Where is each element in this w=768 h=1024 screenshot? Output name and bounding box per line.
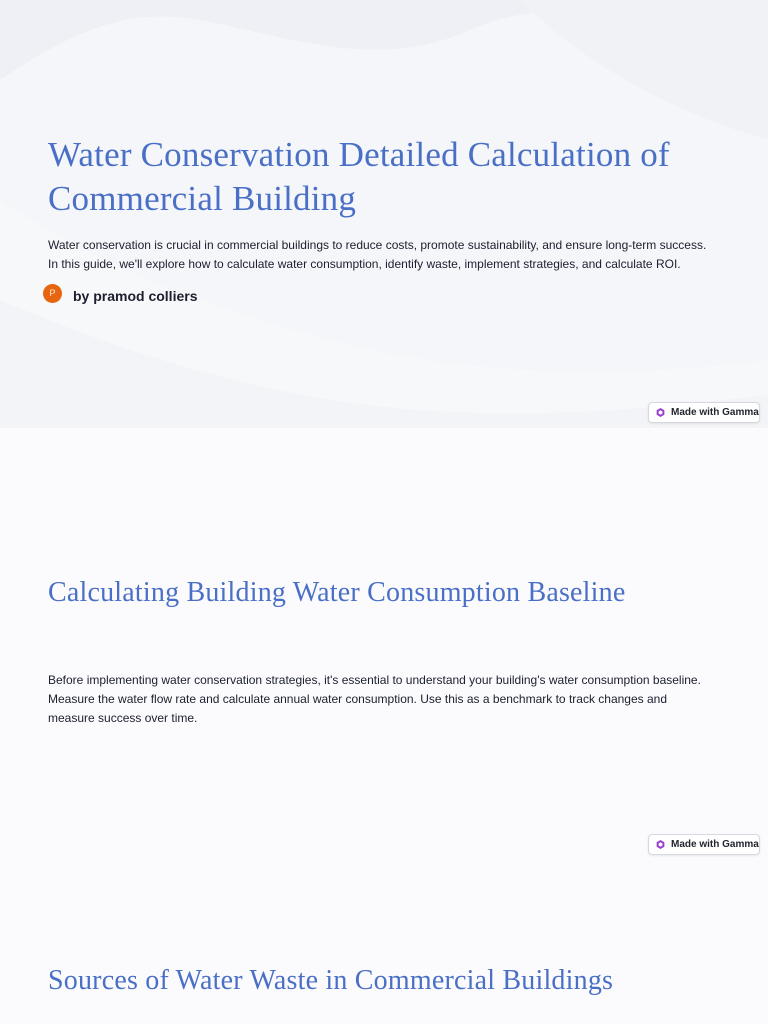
intro-paragraph: Water conservation is crucial in commercial buildings to reduce costs, promote sustainability, and ensure long-term success. In this guide, we'll explore how to calculate water consumption, identify waste, implement strategies, and calculate ROI. — [48, 238, 707, 271]
author-byline — [43, 282, 197, 304]
page-title: Water Conservation Detailed Calculation of Commercial Building — [48, 135, 670, 218]
gamma-logo-icon — [656, 840, 665, 849]
section-title: Calculating Building Water Consumption Baseline — [48, 577, 626, 608]
slide-title-card — [0, 0, 768, 428]
slide-water-waste-sources — [0, 864, 768, 1024]
avatar: P — [43, 284, 62, 303]
author-name: by pramod colliers — [73, 288, 198, 304]
section-title: Sources of Water Waste in Commercial Buildings — [48, 965, 614, 996]
gamma-logo-icon — [656, 408, 665, 417]
slide-consumption-baseline — [0, 430, 768, 862]
made-with-gamma-button[interactable] — [648, 402, 760, 423]
made-with-gamma-button[interactable] — [648, 834, 760, 855]
badge-label: Made with Gamma — [671, 407, 759, 418]
section-paragraph: Before implementing water conservation strategies, it's essential to understand your building's water consumption baseline. Measure the water flow rate and calculate annual water consumption. Use this as a benchmark to track changes and measure success over time. — [48, 673, 701, 725]
badge-label: Made with Gamma — [671, 839, 759, 850]
